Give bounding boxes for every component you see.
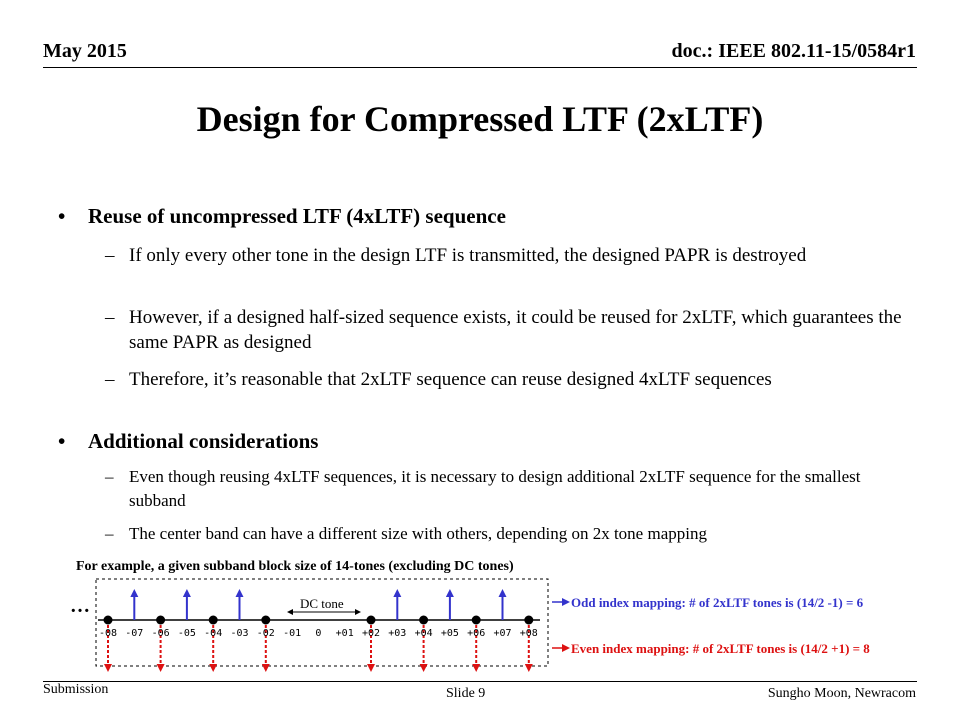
footer-slide-number: Slide 9: [446, 686, 486, 701]
footer-divider: [43, 681, 917, 682]
footer-submission: Submission: [43, 682, 109, 697]
tone-index-label: +01: [335, 628, 354, 639]
even-tone-dot: [261, 616, 270, 625]
footer-author: Sungho Moon, Newracom: [767, 686, 916, 701]
odd-mapping-label: Odd index mapping: # of 2xLTF tones is (14/2 -1) = 6: [571, 595, 864, 610]
even-tone-dot: [472, 616, 481, 625]
tone-index-label: -08: [98, 628, 118, 639]
even-tone-dot: [209, 616, 218, 625]
even-tone-dot: [156, 616, 165, 625]
tone-index-label: -05: [177, 628, 196, 639]
even-mapping-label: Even index mapping: # of 2xLTF tones is (14/2 +1) = 8: [571, 641, 870, 656]
tone-index-label: -02: [256, 628, 275, 639]
tone-label-group: [99, 628, 538, 639]
even-tone-dot: [104, 616, 113, 625]
tone-index-label: -06: [151, 628, 170, 639]
bullet-dot: •: [58, 204, 66, 228]
tone-index-label: +03: [388, 628, 407, 639]
diagram-caption: For example, a given subband block size of 14-tones (excluding DC tones): [76, 559, 514, 574]
tone-index-label: +02: [361, 628, 381, 639]
header-divider: [43, 67, 917, 68]
tone-index-label: +04: [414, 628, 433, 639]
dc-tone-label: DC tone: [300, 596, 344, 611]
tone-index-label: -07: [125, 628, 144, 639]
bullet-1-text: Reuse of uncompressed LTF (4xLTF) sequence: [88, 204, 506, 228]
tone-index-label: +08: [519, 628, 538, 639]
tone-index-label: -04: [204, 628, 223, 639]
tone-index-label: +07: [493, 628, 512, 639]
diagram-ellipsis: …: [70, 595, 90, 617]
tone-index-label: +05: [440, 628, 459, 639]
tone-index-label: -03: [230, 628, 249, 639]
tone-index-label: -01: [283, 628, 302, 639]
bullet-2-text: Additional considerations: [88, 429, 319, 453]
tone-index-label: 0: [315, 628, 322, 639]
even-tone-dot: [367, 616, 376, 625]
even-tone-dot: [524, 616, 533, 625]
slide-title: Design for Compressed LTF (2xLTF): [196, 99, 764, 139]
header-date: May 2015: [43, 40, 127, 62]
header-doc-number: doc.: IEEE 802.11-15/0584r1: [671, 40, 916, 62]
even-tone-dot: [419, 616, 428, 625]
bullet-dot: •: [58, 429, 66, 453]
tone-mapping-diagram: [0, 550, 960, 680]
tone-index-label: +06: [467, 628, 486, 639]
